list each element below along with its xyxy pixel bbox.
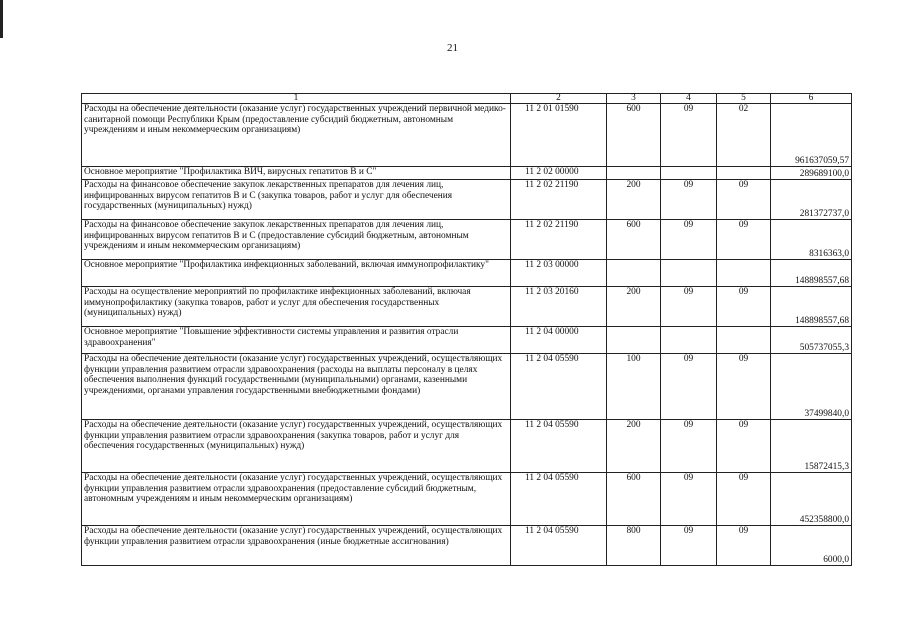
row-code: 11 2 04 05590 [511, 420, 607, 473]
header-cell: 4 [661, 94, 717, 104]
header-cell: 5 [717, 94, 771, 104]
row-section [661, 167, 717, 180]
scan-edge-mark [0, 0, 3, 38]
row-description: Основное мероприятие "Повышение эффективности системы управления и развития отрасли здравоохранения" [82, 327, 511, 354]
row-amount: 452358800,0 [771, 473, 852, 526]
table-header-row [82, 94, 852, 104]
row-subsection: 09 [717, 420, 771, 473]
row-expense-type: 600 [607, 473, 661, 526]
header-cell: 1 [82, 94, 511, 104]
row-expense-type: 100 [607, 354, 661, 420]
row-amount: 37499840,0 [771, 354, 852, 420]
row-section: 09 [661, 526, 717, 566]
row-description: Расходы на обеспечение деятельности (оказание услуг) государственных учреждений первичной медико-санитарной помощи Республики Крым (предоставление субсидий бюджетным, автономным учреждениям и иным некоммерческим организациям) [82, 104, 511, 167]
row-subsection: 09 [717, 287, 771, 327]
header-cell: 6 [771, 94, 852, 104]
table-row [82, 260, 852, 287]
row-section [661, 327, 717, 354]
row-section: 09 [661, 220, 717, 260]
row-description: Расходы на осуществление мероприятий по профилактике инфекционных заболеваний, включая иммунопрофилактику (закупка товаров, работ и услуг для обеспечения государственных (муниципальных) нужд) [82, 287, 511, 327]
header-cell: 3 [607, 94, 661, 104]
header-cell: 2 [511, 94, 607, 104]
row-amount: 148898557,68 [771, 287, 852, 327]
row-expense-type: 600 [607, 220, 661, 260]
row-subsection: 09 [717, 473, 771, 526]
budget-table [81, 93, 852, 566]
row-subsection: 09 [717, 180, 771, 220]
row-expense-type [607, 260, 661, 287]
row-description: Расходы на финансовое обеспечение закупок лекарственных препаратов для лечения лиц, инфицированных вирусом гепатитов В и С (закупка товаров, работ и услуг для обеспечения государственных (муниципальных) нужд) [82, 180, 511, 220]
row-section: 09 [661, 473, 717, 526]
row-code: 11 2 02 21190 [511, 180, 607, 220]
row-section: 09 [661, 287, 717, 327]
row-expense-type: 200 [607, 420, 661, 473]
row-amount: 505737055,3 [771, 327, 852, 354]
row-description: Расходы на обеспечение деятельности (оказание услуг) государственных учреждений, осуществляющих функции управления развитием отрасли здравоохранения (иные бюджетные ассигнования) [82, 526, 511, 566]
row-code: 11 2 01 01590 [511, 104, 607, 167]
row-amount: 15872415,3 [771, 420, 852, 473]
table-row [82, 354, 852, 420]
row-expense-type [607, 167, 661, 180]
row-description: Расходы на финансовое обеспечение закупок лекарственных препаратов для лечения лиц, инфицированных вирусом гепатитов В и С (предоставление субсидий бюджетным, автономным учреждениям и иным некоммерческим организациям) [82, 220, 511, 260]
row-code: 11 2 04 00000 [511, 327, 607, 354]
row-section: 09 [661, 104, 717, 167]
row-subsection [717, 167, 771, 180]
row-section [661, 260, 717, 287]
table-row [82, 104, 852, 167]
row-amount: 6000,0 [771, 526, 852, 566]
table-row [82, 526, 852, 566]
row-expense-type: 800 [607, 526, 661, 566]
page-number: 21 [447, 42, 458, 54]
row-code: 11 2 04 05590 [511, 473, 607, 526]
row-subsection: 09 [717, 220, 771, 260]
table-row [82, 167, 852, 180]
row-code: 11 2 02 21190 [511, 220, 607, 260]
row-subsection [717, 327, 771, 354]
row-description: Основное мероприятие "Профилактика ВИЧ, вирусных гепатитов В и С" [82, 167, 511, 180]
row-description: Расходы на обеспечение деятельности (оказание услуг) государственных учреждений, осуществляющих функции управления развитием отрасли здравоохранения (расходы на выплаты персоналу в целях обеспечения выполнения функций государственными (муниципальными) органами, казенными учреждениями, органами управления государственными внебюджетными фондами) [82, 354, 511, 420]
row-description: Расходы на обеспечение деятельности (оказание услуг) государственных учреждений, осуществляющих функции управления развитием отрасли здравоохранения (предоставление субсидий бюджетным, автономным учреждениям и иным некоммерческим организациям) [82, 473, 511, 526]
row-code: 11 2 04 05590 [511, 354, 607, 420]
row-subsection: 09 [717, 354, 771, 420]
row-amount: 961637059,57 [771, 104, 852, 167]
table-row [82, 420, 852, 473]
row-subsection: 02 [717, 104, 771, 167]
row-section: 09 [661, 354, 717, 420]
table-row [82, 180, 852, 220]
row-section: 09 [661, 420, 717, 473]
row-subsection: 09 [717, 526, 771, 566]
table-row [82, 473, 852, 526]
row-expense-type: 600 [607, 104, 661, 167]
row-subsection [717, 260, 771, 287]
row-code: 11 2 02 00000 [511, 167, 607, 180]
row-code: 11 2 03 00000 [511, 260, 607, 287]
row-code: 11 2 04 05590 [511, 526, 607, 566]
row-section: 09 [661, 180, 717, 220]
table-row [82, 287, 852, 327]
row-amount: 148898557,68 [771, 260, 852, 287]
table-row [82, 327, 852, 354]
row-expense-type [607, 327, 661, 354]
row-amount: 8316363,0 [771, 220, 852, 260]
row-expense-type: 200 [607, 287, 661, 327]
row-amount: 281372737,0 [771, 180, 852, 220]
row-expense-type: 200 [607, 180, 661, 220]
row-description: Расходы на обеспечение деятельности (оказание услуг) государственных учреждений, осуществляющих функции управления развитием отрасли здравоохранения (закупка товаров, работ и услуг для обеспечения государственных (муниципальных) нужд) [82, 420, 511, 473]
row-amount: 289689100,0 [771, 167, 852, 180]
row-code: 11 2 03 20160 [511, 287, 607, 327]
row-description: Основное мероприятие "Профилактика инфекционных заболеваний, включая иммунопрофилактику" [82, 260, 511, 287]
table-row [82, 220, 852, 260]
